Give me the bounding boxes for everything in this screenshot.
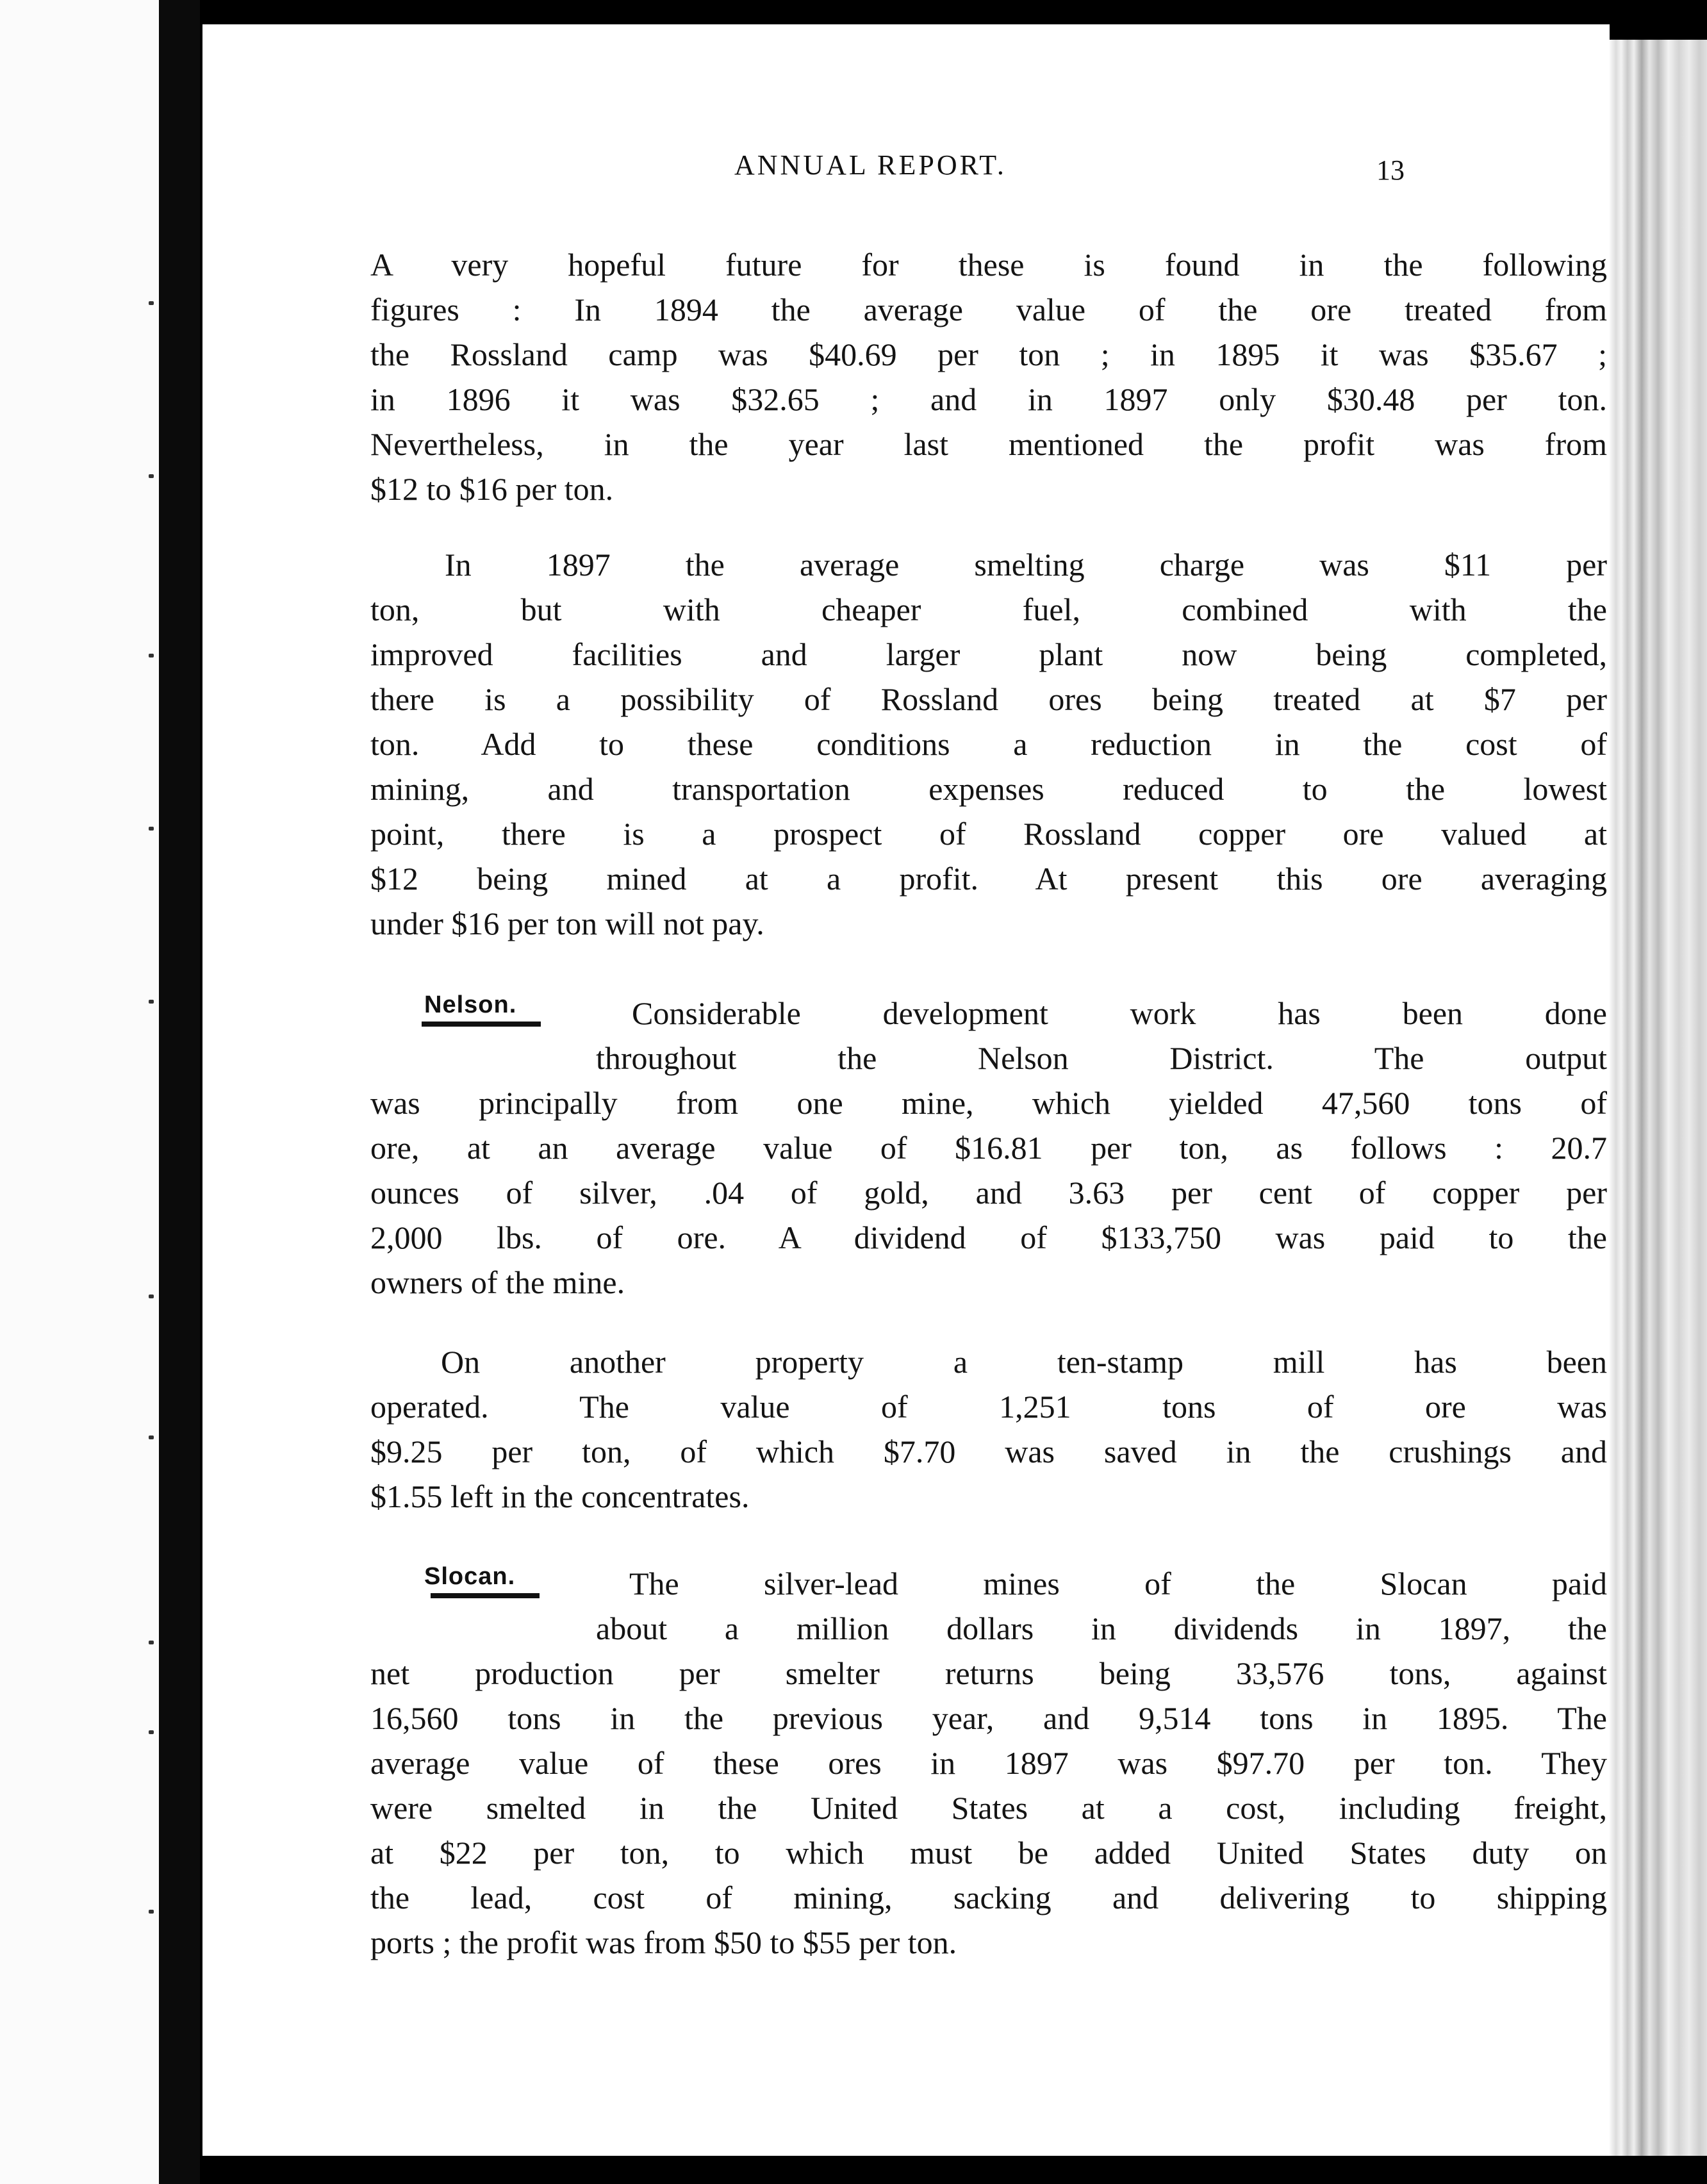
text-line: were smelted in the United States at a cost, including freight, <box>370 1790 1607 1826</box>
text-line: A very hopeful future for these is found in the following <box>370 247 1607 283</box>
text-line: ports ; the profit was from $50 to $55 per ton. <box>370 1924 957 1960</box>
text-line: point, there is a prospect of Rossland copper ore valued at <box>370 816 1607 852</box>
facing-page-mark <box>149 1910 154 1914</box>
facing-page-mark <box>149 654 154 658</box>
text-line: about a million dollars in dividends in 1897, the <box>596 1610 1607 1646</box>
scan-bottom-border <box>202 2156 1707 2184</box>
facing-page-mark <box>149 301 154 305</box>
facing-page-mark <box>149 1641 154 1644</box>
paragraph-3 <box>370 991 1607 1305</box>
text-line: in 1896 it was $32.65 ; and in 1897 only $30.48 per ton. <box>370 381 1607 417</box>
facing-page-edge <box>0 0 159 2184</box>
sidehead-nelson: Nelson. <box>424 991 517 1018</box>
paragraph-2 <box>370 542 1607 946</box>
text-line: improved facilities and larger plant now being completed, <box>370 636 1607 672</box>
paragraph-5 <box>370 1561 1607 1965</box>
facing-page-mark <box>149 1295 154 1298</box>
text-line: $12 being mined at a profit. At present this ore averaging <box>370 861 1607 897</box>
text-line: there is a possibility of Rossland ores being treated at $7 per <box>370 681 1607 717</box>
text-line: under $16 per ton will not pay. <box>370 906 764 941</box>
text-line: ore, at an average value of $16.81 per ton, as follows : 20.7 <box>370 1130 1607 1166</box>
text-line: The silver-lead mines of the Slocan paid <box>629 1566 1607 1601</box>
facing-page-mark <box>149 1435 154 1439</box>
text-line: owners of the mine. <box>370 1264 625 1300</box>
text-line: In 1897 the average smelting charge was $11 per <box>445 547 1607 583</box>
paragraph-1 <box>370 242 1607 511</box>
text-line: $9.25 per ton, of which $7.70 was saved in the crushings and <box>370 1434 1607 1469</box>
text-line: operated. The value of 1,251 tons of ore was <box>370 1389 1607 1425</box>
text-line: average value of these ores in 1897 was $97.70 per ton. They <box>370 1745 1607 1781</box>
facing-page-mark <box>149 474 154 478</box>
text-line: On another property a ten-stamp mill has been <box>441 1344 1607 1380</box>
text-line: throughout the Nelson District. The output <box>596 1040 1607 1076</box>
stacked-page-edges <box>1610 40 1707 2156</box>
binding-gutter <box>159 0 200 2184</box>
facing-page-mark <box>149 1000 154 1004</box>
page-number: 13 <box>1376 154 1405 186</box>
text-line: ounces of silver, .04 of gold, and 3.63 per cent of copper per <box>370 1175 1607 1211</box>
text-line: was principally from one mine, which yielded 47,560 tons of <box>370 1085 1607 1121</box>
text-line: net production per smelter returns being 33,576 tons, against <box>370 1655 1607 1691</box>
book-page <box>202 24 1610 2156</box>
paragraph-4 <box>370 1339 1607 1519</box>
text-line: mining, and transportation expenses reduced to the lowest <box>370 771 1607 807</box>
text-line: ton. Add to these conditions a reduction in the cost of <box>370 726 1607 762</box>
text-line: figures : In 1894 the average value of the ore treated from <box>370 292 1607 327</box>
running-head <box>202 140 1610 191</box>
facing-page-mark <box>149 1730 154 1734</box>
text-line: $12 to $16 per ton. <box>370 471 614 507</box>
text-line: Nevertheless, in the year last mentioned the profit was from <box>370 426 1607 462</box>
sidehead-slocan: Slocan. <box>424 1563 516 1590</box>
facing-page-mark <box>149 827 154 831</box>
text-line: 16,560 tons in the previous year, and 9,514 tons in 1895. The <box>370 1700 1607 1736</box>
running-title: ANNUAL REPORT. <box>734 149 1007 181</box>
text-line: ton, but with cheaper fuel, combined with the <box>370 592 1607 627</box>
text-line: the lead, cost of mining, sacking and delivering to shipping <box>370 1880 1607 1915</box>
text-line: at $22 per ton, to which must be added United States duty on <box>370 1835 1607 1871</box>
text-line: 2,000 lbs. of ore. A dividend of $133,750 was paid to the <box>370 1220 1607 1255</box>
text-line: $1.55 left in the concentrates. <box>370 1478 750 1514</box>
text-line: the Rossland camp was $40.69 per ton ; in 1895 it was $35.67 ; <box>370 336 1607 372</box>
text-line: Considerable development work has been done <box>632 995 1607 1031</box>
